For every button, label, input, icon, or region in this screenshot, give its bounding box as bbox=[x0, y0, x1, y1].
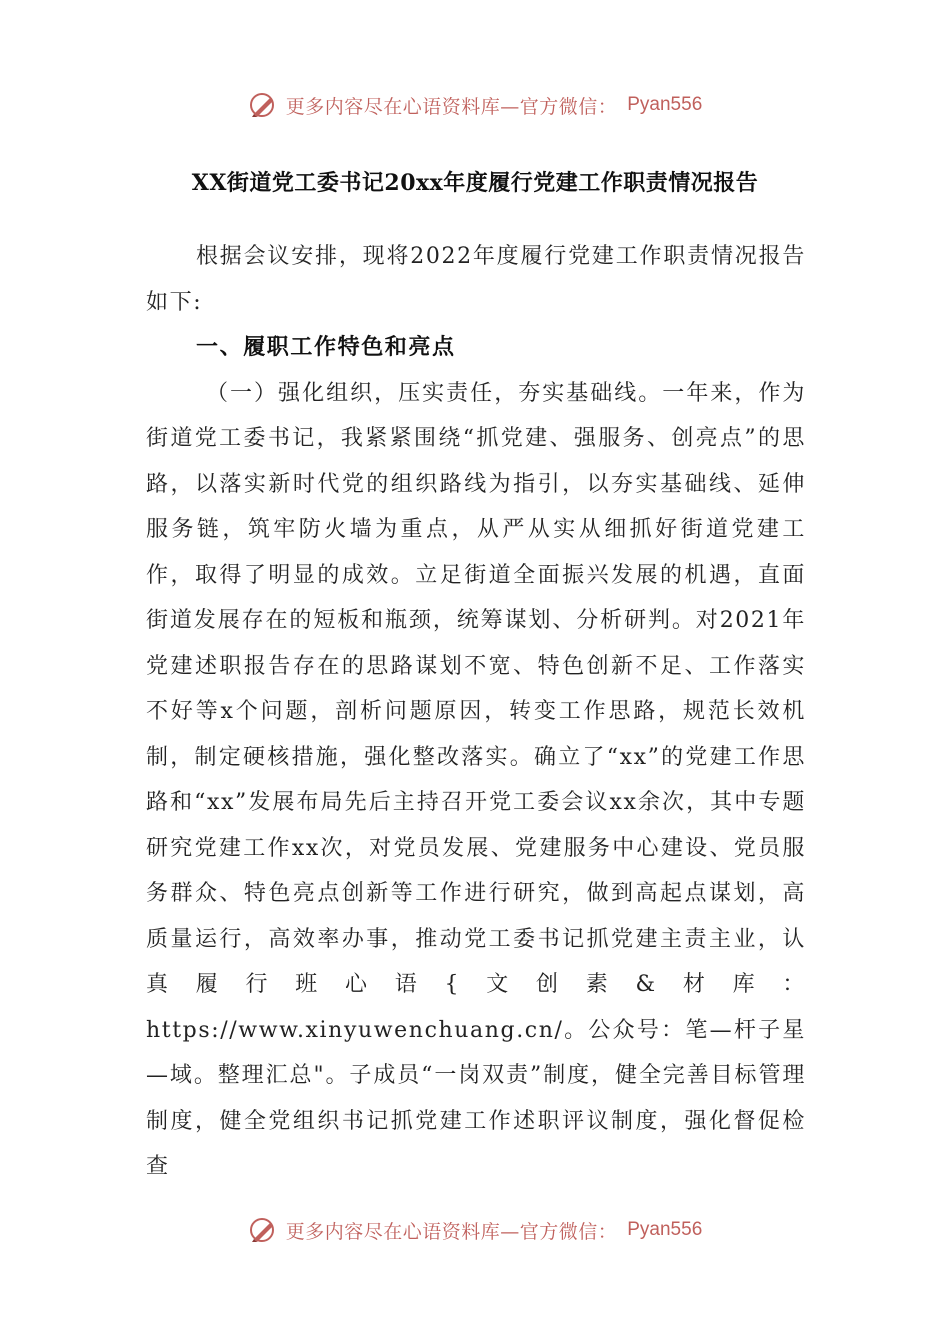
document-title: XX街道党工委书记20xx年度履行党建工作职责情况报告 bbox=[191, 170, 759, 196]
document-body bbox=[146, 234, 806, 1190]
pen-logo-icon bbox=[248, 1215, 278, 1245]
intro-paragraph: 根据会议安排，现将2022年度履行党建工作职责情况报告如下: bbox=[146, 244, 806, 315]
watermark-text: 更多内容尽在心语资料库—官方微信： bbox=[285, 95, 618, 118]
watermark-text: 更多内容尽在心语资料库—官方微信： bbox=[285, 1220, 618, 1243]
watermark-footer bbox=[0, 1210, 950, 1250]
watermark-wechat-id: Pyan556 bbox=[627, 94, 703, 115]
body-paragraph: （一）强化组织，压实责任，夯实基础线。一年来，作为街道党工委书记，我紧紧围绕“抓党建、强服务、创亮点”的思路，以落实新时代党的组织路线为指引，以夯实基础线、延伸服务链，筑牢防火墙为重点，从严从实从细抓好街道党建工作，取得了明显的成效。立足街道全面振兴发展的机遇，直面街道发展存在的短板和瓶颈，统筹谋划、分析研判。对2021年党建述职报告存在的思路谋划不宽、特色创新不足、工作落实不好等x个问题，剖析问题原因，转变工作思路，规范长效机制，制定硬核措施，强化整改落实。确立了“xx”的党建工作思路和“xx”发展布局先后主持召开党工委会议xx余次，其中专题研究党建工作xx次，对党员发展、党建服务中心建设、党员服务群众、特色亮点创新等工作进行研究，做到高起点谋划，高质量运行，高效率办事，推动党工委书记抓党建主责主业，认真履行班心语{文创素&材库：https://www.xinyuwenchuang.cn/。公众号：笔—杆子星—域。整理汇总"。子成员“一岗双责”制度，健全完善目标管理制度，健全党组织书记抓党建工作述职评议制度，强化督促检查 bbox=[146, 380, 806, 1179]
section-heading: 一、履职工作特色和亮点 bbox=[196, 334, 456, 360]
pen-logo-icon bbox=[248, 90, 278, 120]
watermark-wechat-id: Pyan556 bbox=[627, 1219, 703, 1240]
watermark-header bbox=[0, 85, 950, 125]
